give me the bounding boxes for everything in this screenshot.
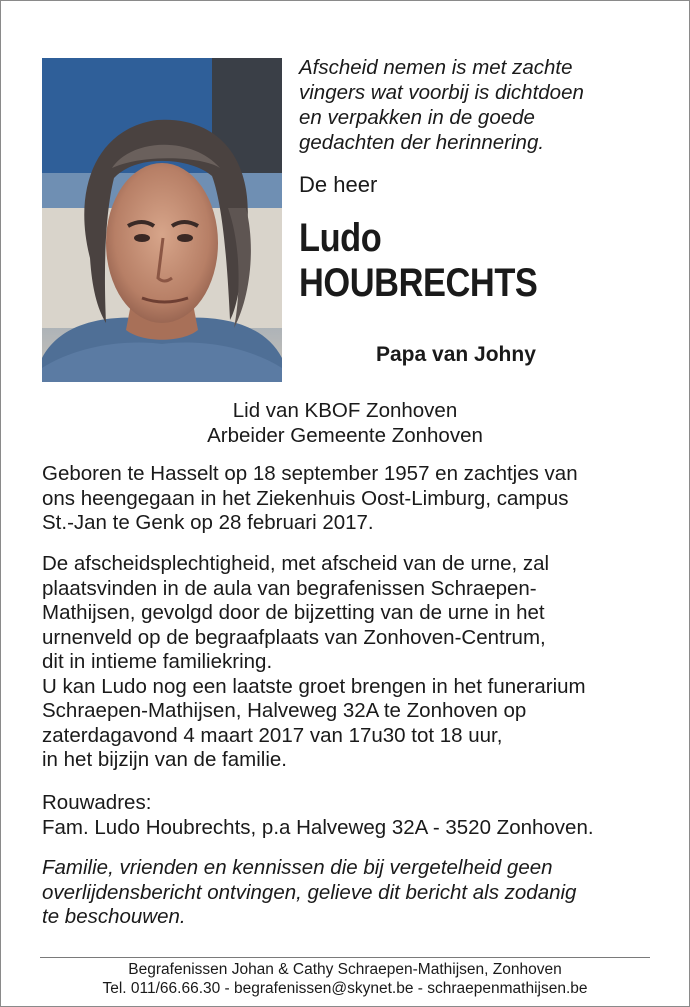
- text-line: overlijdensbericht ontvingen, gelieve dit bericht als zodanig: [42, 880, 577, 904]
- footer-company: Begrafenissen Johan & Cathy Schraepen-Mathijsen, Zonhoven: [128, 961, 562, 978]
- footer-divider: [40, 957, 650, 958]
- affiliation-line: Lid van KBOF Zonhoven: [232, 399, 458, 422]
- footer-contact: Tel. 011/66.66.30 - begrafenissen@skynet.be - schraepenmathijsen.be: [102, 980, 588, 997]
- address-label: Rouwadres:: [42, 791, 152, 814]
- poem-line: vingers wat voorbij is dichtdoen: [299, 81, 584, 104]
- portrait-photo: [42, 58, 282, 382]
- text-line: St.-Jan te Genk op 28 februari 2017.: [42, 511, 374, 534]
- text-line: ons heengegaan in het Ziekenhuis Oost-Limburg, campus: [42, 486, 569, 510]
- text-line: U kan Ludo nog een laatste groet brengen in het funerarium: [42, 674, 586, 698]
- birth-paragraph: [42, 462, 662, 536]
- relation: Papa van Johny: [376, 343, 536, 366]
- affiliations: [0, 398, 690, 448]
- first-name: Ludo: [299, 216, 382, 260]
- text-line: Familie, vrienden en kennissen die bij vergetelheid geen: [42, 856, 553, 879]
- last-name: HOUBRECHTS: [299, 261, 538, 305]
- text-line: Geboren te Hasselt op 18 september 1957 en zachtjes van: [42, 462, 578, 485]
- text-line: urnenveld op de begraafplaats van Zonhoven-Centrum,: [42, 625, 546, 649]
- salutation: De heer: [299, 172, 378, 197]
- address-block: [42, 791, 662, 840]
- ceremony-paragraph: [42, 552, 662, 773]
- text-line: De afscheidsplechtigheid, met afscheid van de urne, zal: [42, 552, 550, 575]
- text-line: dit in intieme familiekring.: [42, 650, 273, 673]
- deceased-name: [299, 216, 537, 306]
- poem: [299, 55, 669, 155]
- poem-line: en verpakken in de goede: [299, 106, 535, 129]
- address-value: Fam. Ludo Houbrechts, p.a Halveweg 32A - 3520 Zonhoven.: [42, 815, 594, 839]
- poem-line: gedachten der herinnering.: [299, 131, 545, 154]
- text-line: plaatsvinden in de aula van begrafenissen Schraepen-: [42, 576, 537, 600]
- poem-line: Afscheid nemen is met zachte: [299, 56, 573, 79]
- text-line: Mathijsen, gevolgd door de bijzetting van de urne in het: [42, 601, 545, 624]
- text-line: Schraepen-Mathijsen, Halveweg 32A te Zonhoven op: [42, 699, 527, 722]
- affiliation-line: Arbeider Gemeente Zonhoven: [207, 424, 483, 447]
- notice-paragraph: [42, 856, 662, 930]
- text-line: in het bijzijn van de familie.: [42, 748, 287, 771]
- text-line: zaterdagavond 4 maart 2017 van 17u30 tot 18 uur,: [42, 723, 503, 747]
- footer: [0, 960, 690, 998]
- text-line: te beschouwen.: [42, 905, 186, 928]
